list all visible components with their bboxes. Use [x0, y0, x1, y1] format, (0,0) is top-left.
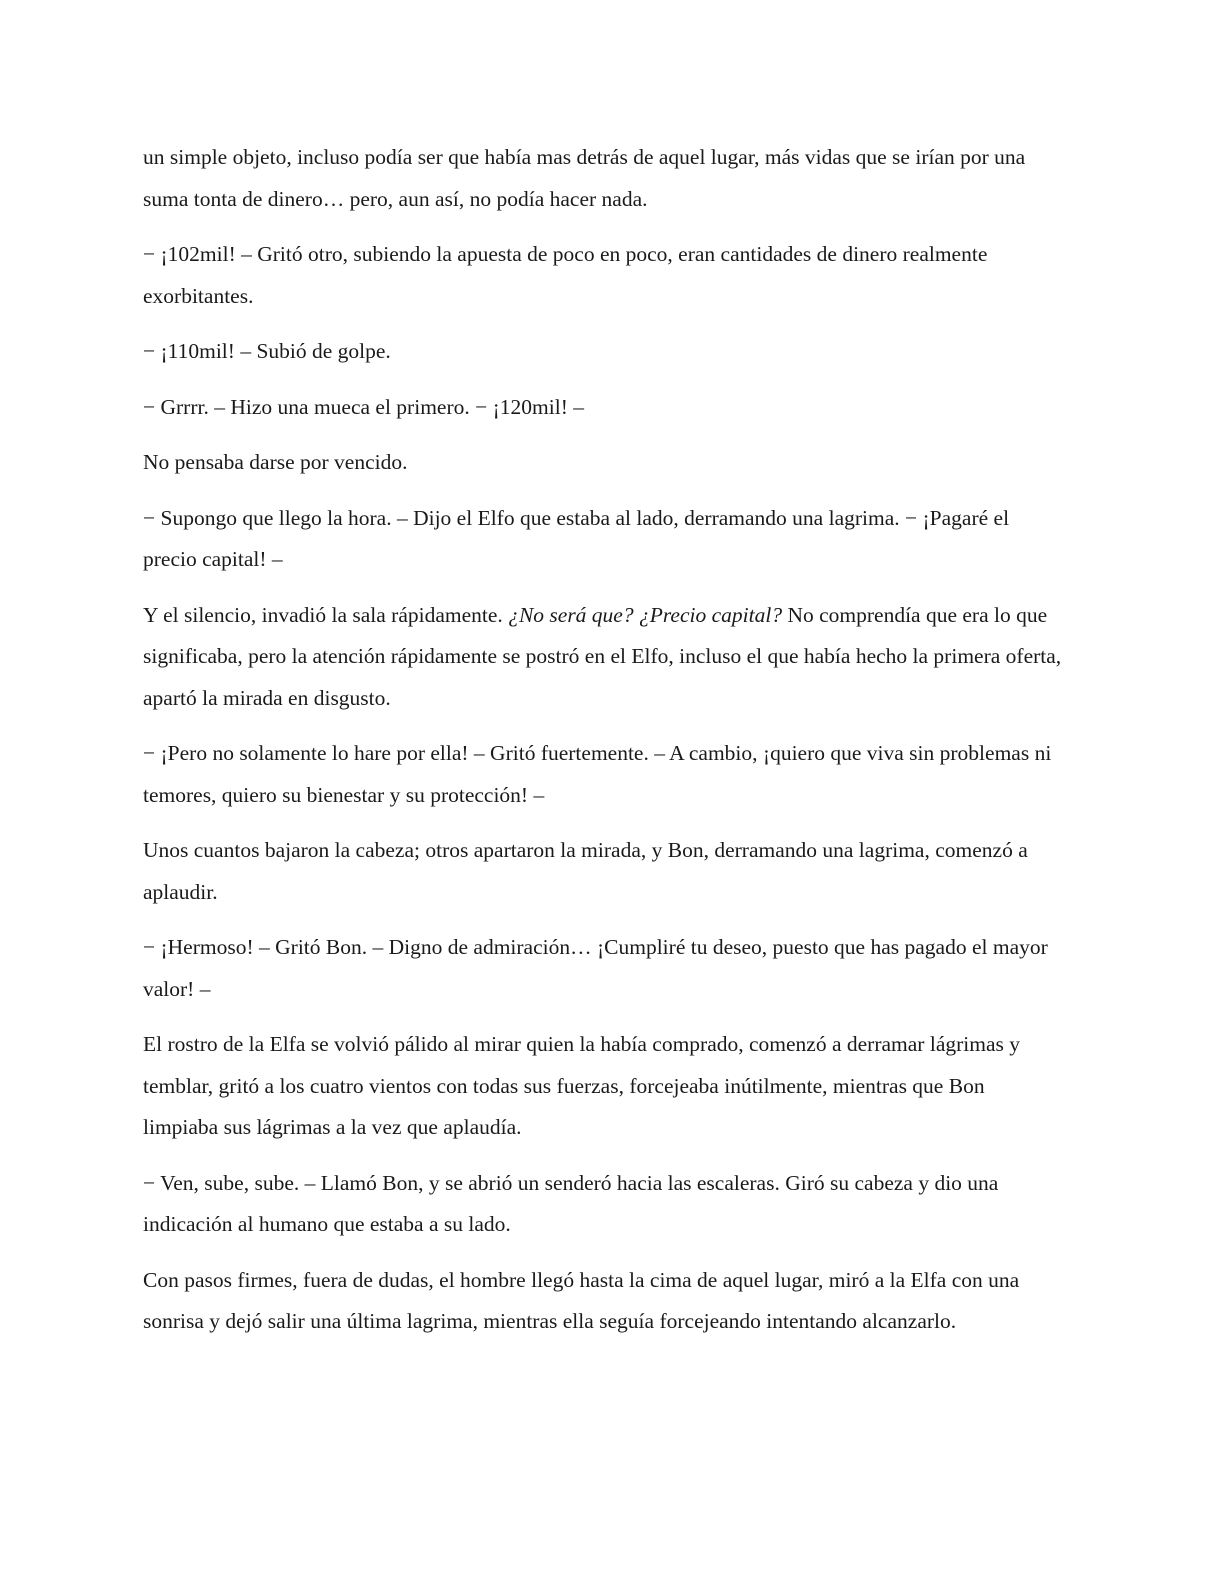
paragraph-4 — [143, 387, 1063, 429]
paragraph-1 — [143, 137, 1063, 220]
italic-thought-text: ¿No será que? ¿Precio capital? — [508, 602, 783, 627]
paragraph-text: − ¡Pero no solamente lo hare por ella! – Gritó fuertemente. – A cambio, ¡quiero que viva sin problemas ni temores, quiero su bienestar y su protección! – — [143, 741, 1052, 807]
paragraph-9 — [143, 830, 1063, 913]
paragraph-3 — [143, 331, 1063, 373]
document-page — [143, 137, 1063, 1343]
paragraph-12 — [143, 1163, 1063, 1246]
paragraph-text: − Grrrr. – Hizo una mueca el primero. − ¡120mil! – — [143, 394, 584, 419]
paragraph-6 — [143, 498, 1063, 581]
paragraph-text: Y el silencio, invadió la sala rápidamente. — [143, 602, 509, 627]
paragraph-text: − ¡110mil! – Subió de golpe. — [143, 339, 391, 363]
paragraph-13 — [143, 1260, 1063, 1343]
paragraph-11 — [143, 1024, 1063, 1149]
paragraph-text: − ¡Hermoso! – Gritó Bon. – Digno de admiración… ¡Cumpliré tu deseo, puesto que has pagado el mayor valor! – — [143, 935, 1048, 1001]
paragraph-text: Con pasos firmes, fuera de dudas, el hombre llegó hasta la cima de aquel lugar, miró a la Elfa con una sonrisa y dejó salir una última lagrima, mientras ella seguía forcejeando intentando alcanzarlo. — [143, 1267, 1020, 1333]
paragraph-text: − ¡102mil! – Gritó otro, subiendo la apuesta de poco en poco, eran cantidades de dinero realmente exorbitantes. — [143, 242, 988, 308]
paragraph-text: − Supongo que llego la hora. – Dijo el Elfo que estaba al lado, derramando una lagrima. − ¡Pagaré el precio capital! – — [143, 505, 1010, 571]
paragraph-text: El rostro de la Elfa se volvió pálido al mirar quien la había comprado, comenzó a derramar lágrimas y temblar, gritó a los cuatro vientos con todas sus fuerzas, forcejeaba inútilmente, mientras que Bon limpiaba sus lágrimas a la vez que aplaudía. — [143, 1032, 1020, 1139]
paragraph-2 — [143, 234, 1063, 317]
paragraph-7 — [143, 595, 1063, 720]
paragraph-8 — [143, 733, 1063, 816]
paragraph-10 — [143, 927, 1063, 1010]
paragraph-text: un simple objeto, incluso podía ser que había mas detrás de aquel lugar, más vidas que se irían por una suma tonta de dinero… pero, aun así, no podía hacer nada. — [143, 145, 1026, 211]
paragraph-text: No comprendía que era lo que significaba, pero la atención rápidamente se postró en el Elfo, incluso el que había hecho la primera oferta, apartó la mirada en disgusto. — [143, 602, 1062, 710]
paragraph-text: Unos cuantos bajaron la cabeza; otros apartaron la mirada, y Bon, derramando una lagrima, comenzó a aplaudir. — [143, 838, 1028, 904]
paragraph-text: − Ven, sube, sube. – Llamó Bon, y se abrió un senderó hacia las escaleras. Giró su cabeza y dio una indicación al humano que estaba a su lado. — [143, 1170, 999, 1236]
paragraph-5 — [143, 442, 1063, 484]
paragraph-text: No pensaba darse por vencido. — [143, 450, 408, 474]
